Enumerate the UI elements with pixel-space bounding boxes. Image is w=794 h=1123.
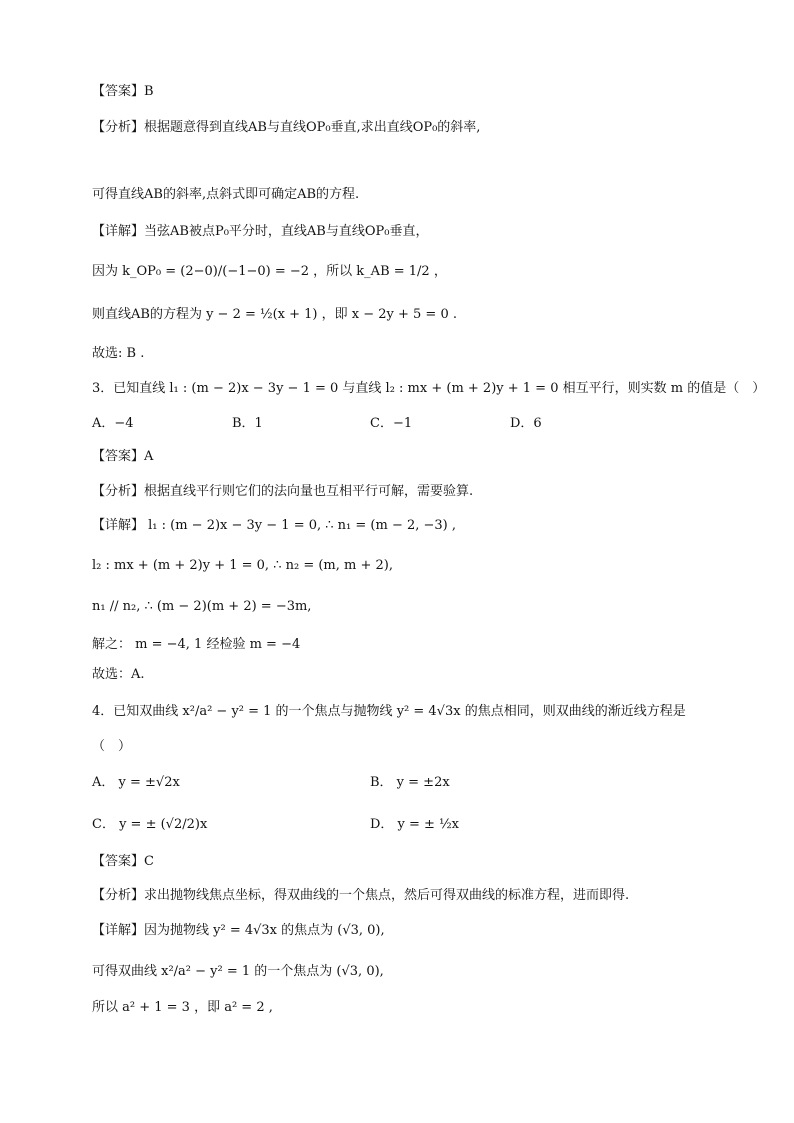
detail-q3-l2: l₂ : mx + (m + 2)y + 1 = 0, ∴ n₂ = (m, m + 2), [92, 558, 393, 573]
detail-q4: 【详解】因为抛物线 y² = 4√3x 的焦点为 (√3, 0), [92, 923, 385, 938]
detail-q2-l2: 因为 k_OP₀ = (2−0)/(−1−0) = −2 ，所以 k_AB = 1/2 ， [92, 264, 447, 279]
q4: 4．已知双曲线 x²/a² − y² = 1 的一个焦点与抛物线 y² = 4√3x 的焦点相同，则双曲线的渐近线方程是 [92, 704, 686, 719]
q3-option-d: D．6 [510, 416, 542, 431]
detail-q3-l3: n₁ // n₂, ∴ (m − 2)(m + 2) = −3m, [92, 599, 312, 614]
detail-q2: 【详解】当弦AB被点P₀平分时，直线AB与直线OP₀垂直， [92, 224, 429, 239]
detail-q4-l3: 所以 a² + 1 = 3 ，即 a² = 2 , [92, 1000, 273, 1015]
q3: 3．已知直线 l₁ : (m − 2)x − 3y − 1 = 0 与直线 l₂ : mx + (m + 2)y + 1 = 0 相互平行，则实数 m 的值是（ ） [92, 381, 766, 396]
q4-option-b: B． y = ±2x [370, 775, 450, 790]
detail-q3-l4: 解之： m = −4, 1 经检验 m = −4 [92, 637, 301, 652]
analysis-q2: 【分析】根据题意得到直线AB与直线OP₀垂直,求出直线OP₀的斜率, [92, 120, 481, 135]
q4-paren: （ ） [92, 739, 132, 754]
q3-option-b: B．1 [232, 416, 263, 431]
analysis-q3: 【分析】根据直线平行则它们的法向量也互相平行可解，需要验算. [92, 484, 474, 499]
q3-option-a: A．−4 [92, 416, 134, 431]
q4-option-d: D． y = ± ½x [370, 817, 460, 832]
answer-q3: 【答案】A [92, 449, 154, 464]
choose-q2: 故选: B . [92, 346, 145, 361]
detail-q2-l3: 则直线AB的方程为 y − 2 = ½(x + 1) ，即 x − 2y + 5 = 0 . [92, 307, 457, 322]
q4-option-a: A． y = ±√2x [92, 775, 180, 790]
detail-q3: 【详解】 l₁ : (m − 2)x − 3y − 1 = 0, ∴ n₁ = (m − 2, −3) , [92, 518, 457, 533]
detail-q4-l2: 可得双曲线 x²/a² − y² = 1 的一个焦点为 (√3, 0), [92, 964, 384, 979]
choose-q3: 故选：A. [92, 667, 145, 682]
analysis-q2-cont: 可得直线AB的斜率,点斜式即可确定AB的方程. [92, 187, 360, 202]
q3-option-c: C．−1 [370, 416, 413, 431]
answer-q2: 【答案】B [92, 84, 154, 99]
answer-q4: 【答案】C [92, 854, 154, 869]
q4-option-c: C． y = ± (√2/2)x [92, 817, 208, 832]
analysis-q4: 【分析】求出抛物线焦点坐标，得双曲线的一个焦点，然后可得双曲线的标准方程，进而即得. [92, 888, 630, 903]
